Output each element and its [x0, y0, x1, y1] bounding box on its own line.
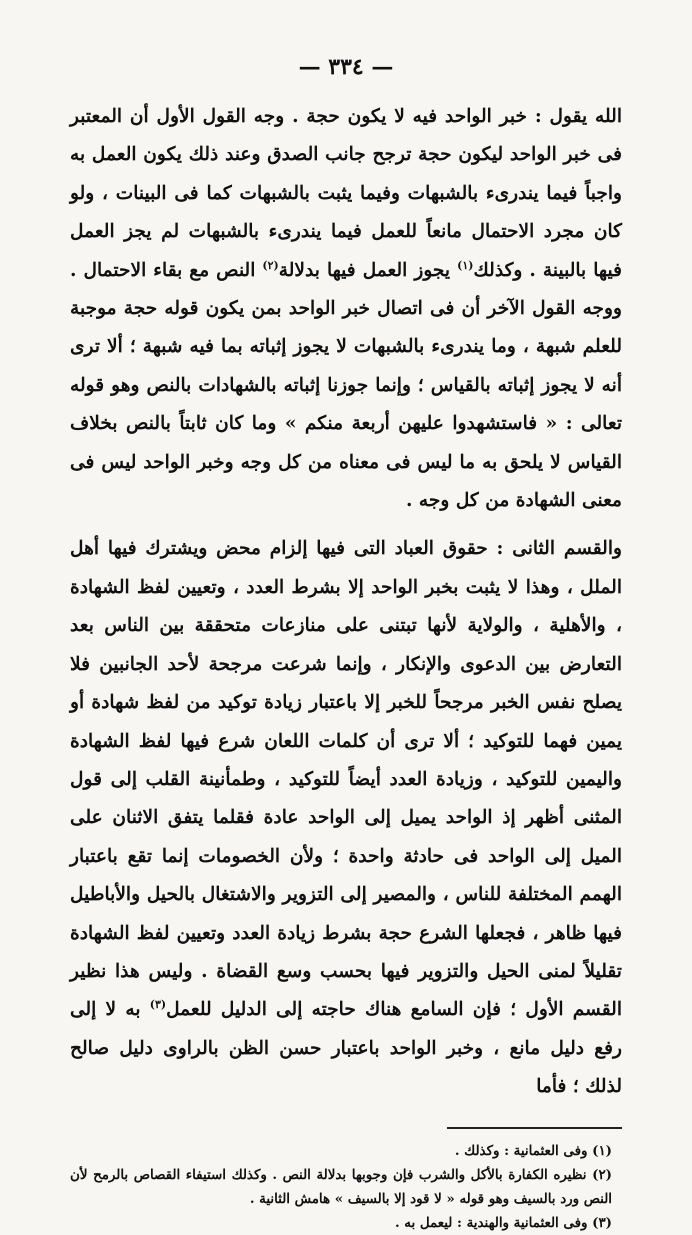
- footnotes: [70, 1139, 622, 1235]
- footnote-divider: [447, 1127, 622, 1129]
- paragraph-1-text-a: الله يقول : خبر الواحد فيه لا يكون حجة . وجه القول الأول أن المعتبر فى خبر الواحد ليكون حجة ترجح جانب الصدق وعند ذلك يكون العمل به واجباً فيما يندرىء بالشبهات وفيما يثبت بالشبهات كما فى البينات ، ولو كان مجرد الاحتمال مانعاً للعمل فيما يندرىء بالشبهات لم يجز العمل فيها بالبينة . وكذلك: [70, 106, 622, 281]
- paragraph-1-text-b: يجوز العمل فيها بدلالة: [278, 259, 451, 281]
- footnote-3: (٣) وفى العثمانية والهندية : ليعمل به .: [394, 1214, 612, 1231]
- footnote-ref-2: (٢): [262, 258, 279, 272]
- paragraph-2-text-a: والقسم الثانى : حقوق العباد التى فيها إلزام محض ويشترك فيها أهل الملل ، وهذا لا يثبت بخبر الواحد إلا بشرط العدد ، وتعيين لفظ الشهادة ، والأهلية ، والولاية لأنها تبتنى على منازعات متحققة بين الناس بعد التعارض بين الدعوى والإنكار ، وإنما شرعت مرجحة لأحد الجانبين فلا يصلح نفس الخبر مرجحاً للخبر إلا باعتبار زيادة توكيد من لفظ شهادة أو يمين فهما للتوكيد ؛ ألا ترى أن كلمات اللعان شرع فيها لفظ الشهادة واليمين للتوكيد ، وزيادة العدد أيضاً للتوكيد ، وطمأنينة القلب إلى قول المثنى أظهر إذ الواحد يميل إلى الواحد عادة فقلما يتفق الاثنان على الميل إلى الواحد فى حادثة واحدة ؛ ولأن الخصومات إنما تقع باعتبار الهمم المختلفة للناس ، والمصير إلى التزوير والاشتغال بالحيل والأباطيل فيها ظاهر ، فجعلها الشرع حجة بشرط زيادة العدد وتعيين لفظ الشهادة تقليلاً لمنى الحيل والتزوير فيها بحسب وسع القضاة . وليس هذا نظير القسم الأول ؛ فإن السامع هناك حاجته إلى الدليل للعمل: [70, 538, 622, 1021]
- footnote-1: (١) وفى العثمانية : وكذلك .: [454, 1142, 612, 1159]
- paragraph-1-text-c: النص مع بقاء الاحتمال . ووجه القول الآخر أن فى اتصال خبر الواحد بمن يكون قوله حجة موجبة للعلم شبهة ، وما يندرىء بالشبهات لا يجوز إثباته بما فيه شبهة ؛ ألا ترى أنه لا يجوز إثباته بالقياس ؛ وإنما جوزنا إثباته بالشهادات بالنص وهو قوله تعالى : « فاستشهدوا عليهن أربعة منكم » وما كان ثابتاً بالنص بخلاف القياس لا يلحق به ما ليس فى معناه من كل وجه وخبر الواحد ليس فى معنى الشهادة من كل وجه .: [70, 259, 622, 512]
- footnote-ref-3: (٣): [149, 998, 167, 1012]
- page-number: — ٣٣٤ —: [298, 54, 394, 80]
- paragraph-2: [70, 530, 622, 1106]
- paragraph-2-text-b: به لا إلى رفع دليل مانع ، وخبر الواحد باعتبار حسن الظن بالراوى دليل صالح لذلك ؛ فأما: [70, 999, 622, 1098]
- footnote-ref-1: (١): [457, 258, 474, 272]
- paragraph-1: [70, 98, 622, 520]
- footnote-2: (٢) نظيره الكفارة بالأكل والشرب فإن وجوبها بدلالة النص . وكذلك استيفاء القصاص بالرمح لأن النص ورد بالسيف وهو قوله « لا قود إلا بالسيف » هامش الثانية .: [70, 1166, 612, 1207]
- main-text: [70, 98, 622, 1107]
